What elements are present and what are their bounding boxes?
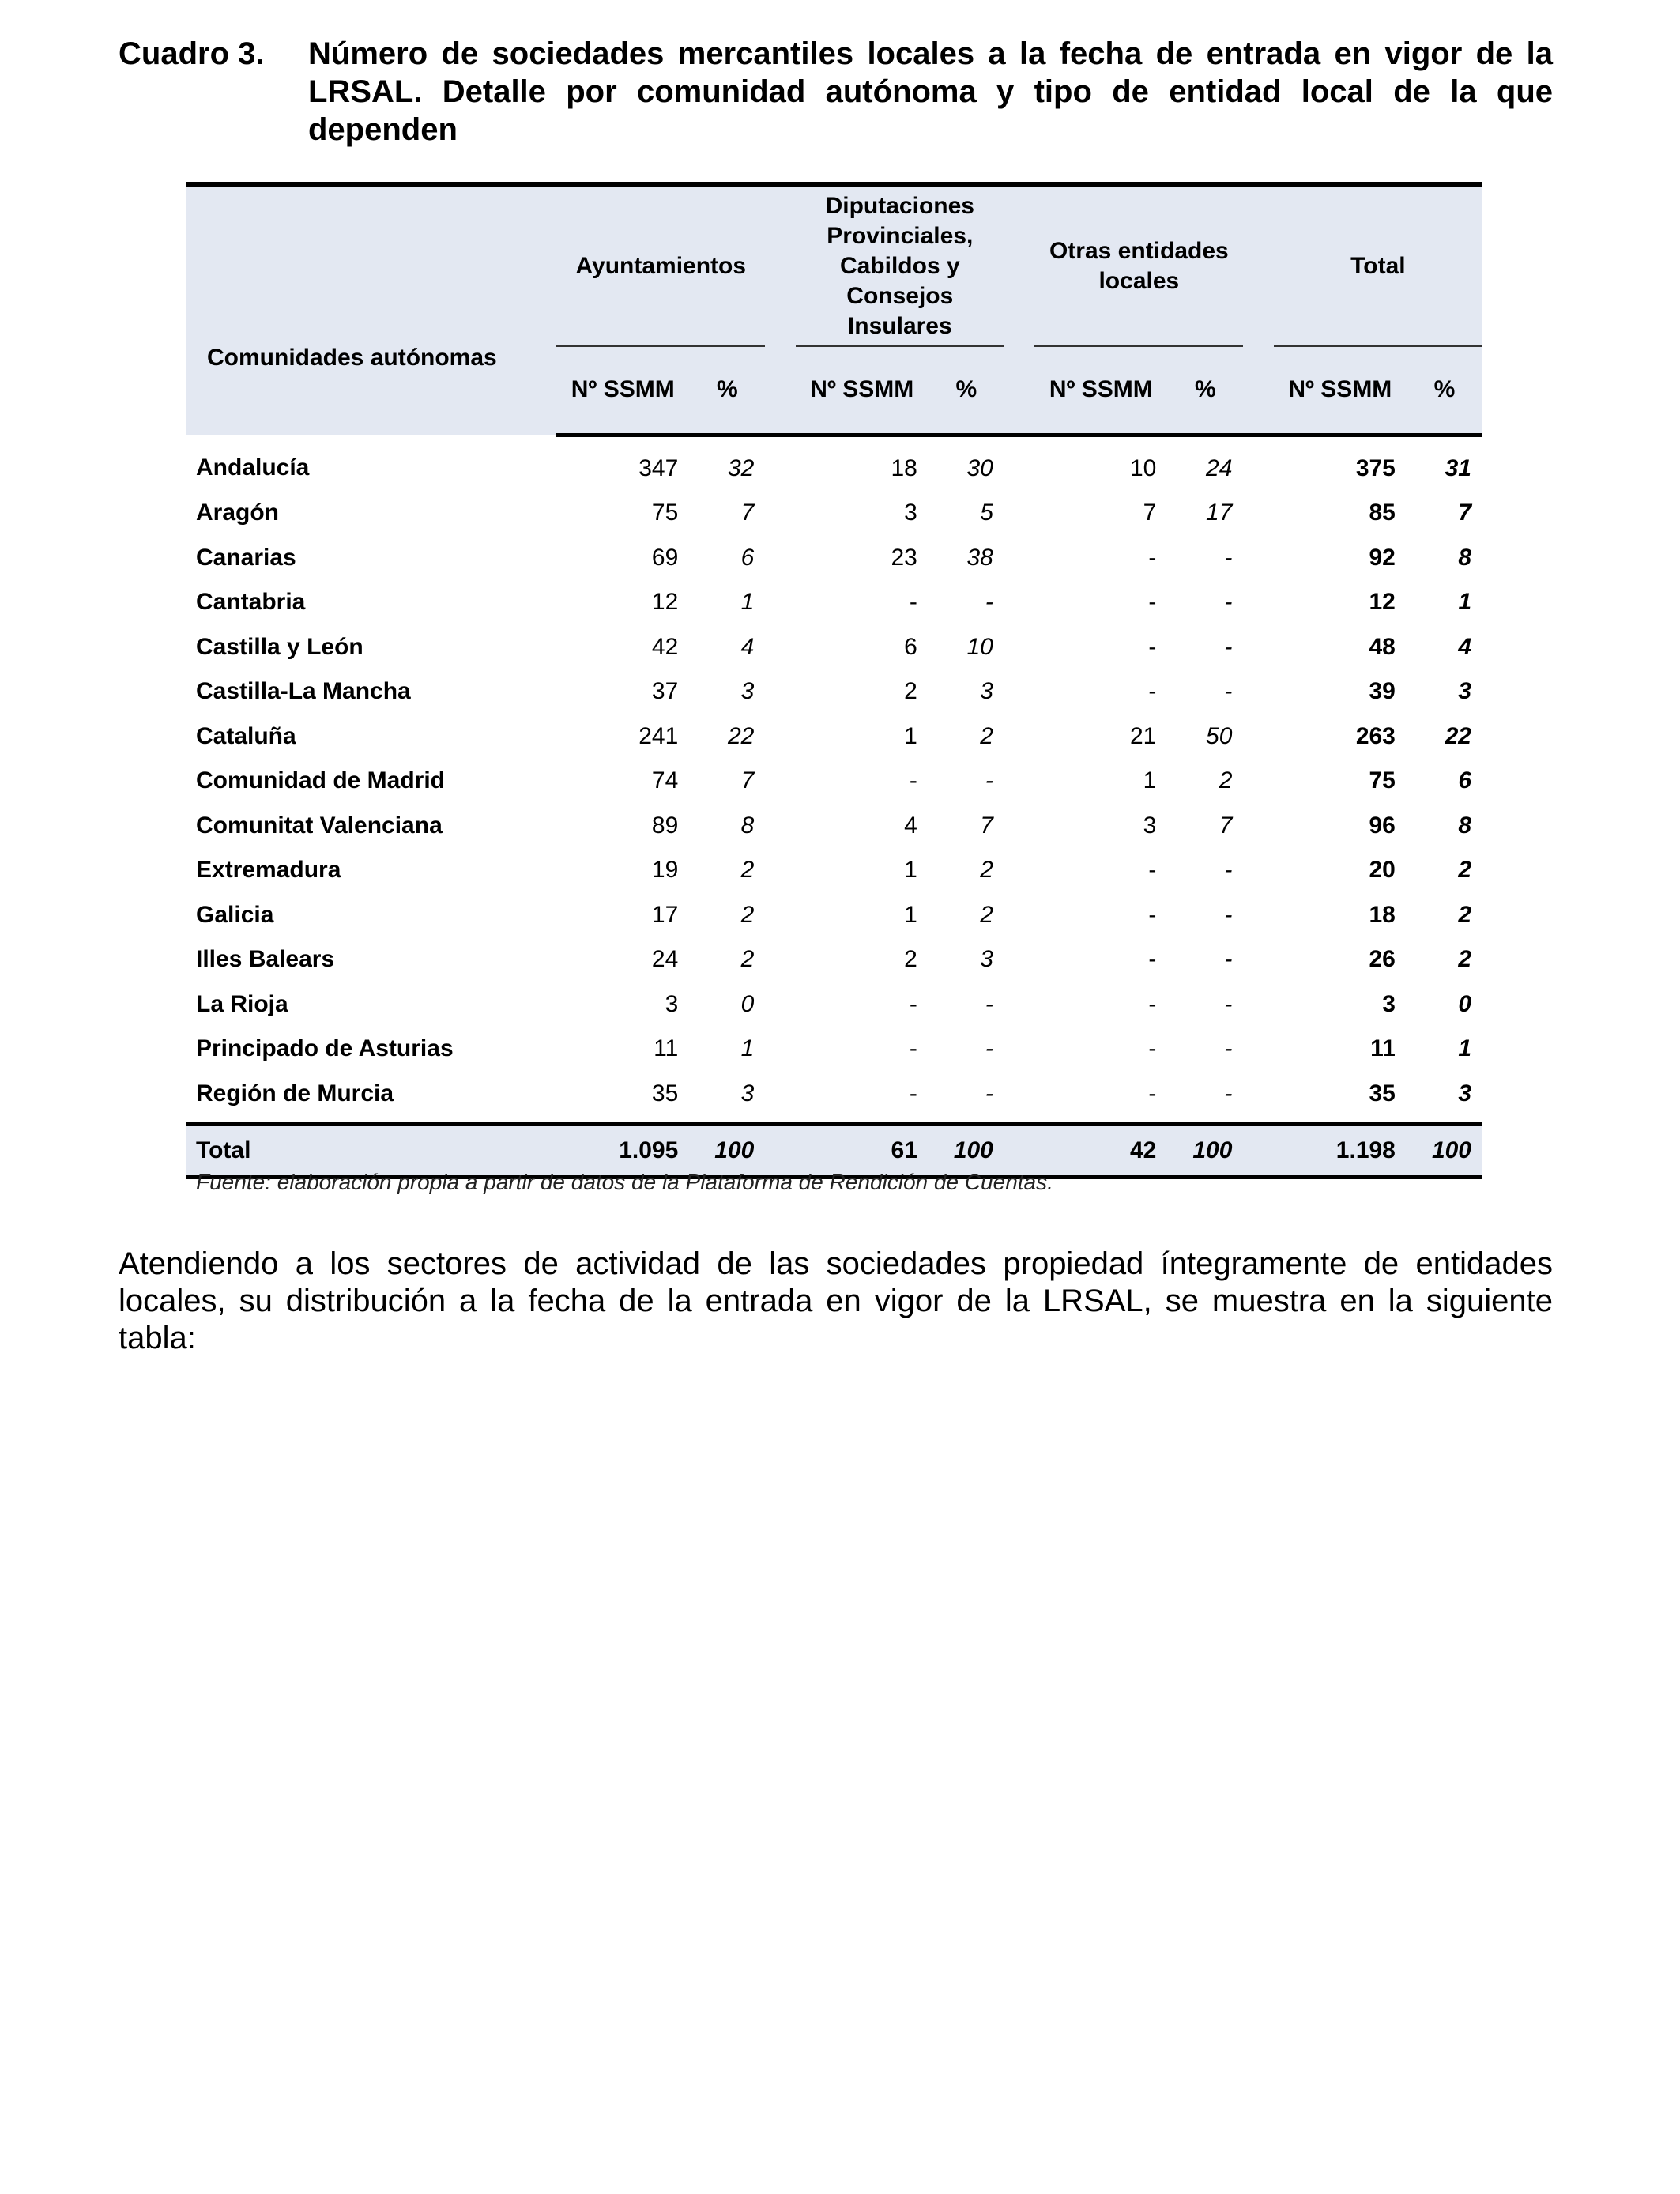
cell-percent: 5 [980, 499, 993, 526]
cell-percent: - [985, 1035, 993, 1062]
cell-percent: 3 [1458, 1080, 1471, 1106]
table-row [186, 1072, 1482, 1125]
cell-percent: 8 [740, 812, 755, 839]
table-row [186, 982, 1482, 1027]
cell-count: 347 [638, 454, 679, 481]
cell-count: 12 [1369, 589, 1396, 616]
cell-count: 1 [1143, 767, 1157, 794]
cell-percent: 7 [980, 812, 993, 839]
cell-percent: 2 [1458, 946, 1471, 973]
subheader-n: Nº SSMM [796, 346, 929, 435]
table-source-note: Fuente: elaboración propia a partir de datos de la Plataforma de Rendición de Cuentas. [196, 1170, 1053, 1194]
cell-percent: 7 [740, 767, 755, 794]
cell-count: 69 [651, 544, 679, 571]
table-row [186, 536, 1482, 581]
cell-count: 2 [904, 946, 917, 973]
cell-percent: 8 [1458, 812, 1471, 839]
cell-percent: 2 [740, 901, 755, 928]
cell-percent: - [1224, 589, 1233, 616]
cell-percent: 3 [980, 946, 993, 973]
caption-title: Número de sociedades mercantiles locales a la fecha de entrada en vigor de la LRSAL. Detalle por comunidad autónoma y tipo de entidad local de la que dependen [308, 36, 1553, 147]
cell-count: 17 [651, 901, 679, 928]
cell-percent: - [1224, 1080, 1233, 1106]
table-row [186, 625, 1482, 670]
cell-percent: 2 [1458, 901, 1471, 928]
cell-count: 1 [904, 857, 917, 884]
cell-percent: - [985, 1080, 993, 1106]
cell-percent: 2 [980, 722, 993, 749]
cell-percent: - [1224, 633, 1233, 660]
cell-count: - [1148, 990, 1157, 1017]
cell-count: 3 [904, 499, 917, 526]
cell-count: - [909, 1080, 917, 1106]
cell-percent: 3 [1458, 678, 1471, 705]
cell-count: 3 [665, 990, 679, 1017]
cell-count: 1 [904, 722, 917, 749]
cell-count: 42 [651, 633, 679, 660]
cell-percent: 0 [740, 990, 755, 1017]
table-header [186, 184, 1482, 435]
cell-percent: 22 [727, 722, 755, 749]
cell-count: 21 [1129, 722, 1157, 749]
region-name: Canarias [196, 544, 296, 571]
table-body [186, 435, 1482, 1125]
cell-count: 75 [1369, 767, 1396, 794]
cell-count: 35 [1369, 1080, 1396, 1106]
region-name: La Rioja [196, 990, 288, 1017]
cell-count: 96 [1369, 812, 1396, 839]
cell-count: 19 [651, 857, 679, 884]
cell-count: - [1148, 633, 1157, 660]
table-row [186, 848, 1482, 893]
subheader-pct: % [929, 346, 1004, 435]
cell-percent: 1 [740, 589, 755, 616]
subheader-n: Nº SSMM [1034, 346, 1167, 435]
cell-count: - [1148, 901, 1157, 928]
subheader-n: Nº SSMM [1274, 346, 1407, 435]
cell-count: 7 [1143, 499, 1157, 526]
cell-count: - [909, 589, 917, 616]
subheader-pct: % [689, 346, 765, 435]
cell-percent: 2 [980, 901, 993, 928]
total-otras-n: 42 [1034, 1125, 1167, 1178]
cell-percent: - [985, 990, 993, 1017]
cell-percent: 2 [1458, 857, 1471, 884]
cell-percent: 2 [740, 857, 755, 884]
row-header: Comunidades autónomas [186, 184, 556, 435]
cell-percent: 3 [740, 1080, 755, 1106]
region-name: Comunitat Valenciana [196, 812, 443, 839]
cell-count: - [909, 1035, 917, 1062]
cell-percent: 6 [740, 544, 755, 571]
cell-percent: 7 [1219, 812, 1233, 839]
cell-percent: 7 [1458, 499, 1471, 526]
region-name: Cataluña [196, 722, 296, 749]
cell-percent: 31 [1445, 454, 1471, 481]
cell-count: 48 [1369, 633, 1396, 660]
cell-count: 18 [891, 454, 917, 481]
region-name: Andalucía [196, 454, 310, 481]
cell-count: 11 [1370, 1035, 1396, 1062]
cell-percent: 30 [966, 454, 993, 481]
subheader-pct: % [1407, 346, 1482, 435]
region-name: Extremadura [196, 857, 341, 884]
table-row [186, 759, 1482, 804]
cell-percent: 4 [740, 633, 755, 660]
table-row [186, 714, 1482, 760]
cell-count: 92 [1369, 544, 1396, 571]
region-name: Castilla y León [196, 633, 363, 660]
cell-percent: 3 [980, 678, 993, 705]
subheader-n: Nº SSMM [556, 346, 689, 435]
cell-count: 6 [904, 633, 917, 660]
cell-count: 89 [651, 812, 679, 839]
caption-label: Cuadro 3. [119, 36, 265, 71]
cell-percent: 22 [1445, 722, 1471, 749]
region-name: Comunidad de Madrid [196, 767, 445, 794]
total-dip-pct: 100 [929, 1125, 1004, 1178]
cell-percent: - [1224, 544, 1233, 571]
cell-count: - [1148, 544, 1157, 571]
cell-count: - [1148, 946, 1157, 973]
cell-count: 23 [891, 544, 917, 571]
cell-count: 2 [904, 678, 917, 705]
cell-percent: - [1224, 678, 1233, 705]
cell-count: - [1148, 857, 1157, 884]
group-ayuntamientos: Ayuntamientos [556, 184, 765, 346]
cell-percent: 3 [740, 678, 755, 705]
table-row [186, 893, 1482, 938]
region-name: Región de Murcia [196, 1080, 394, 1106]
cell-count: 12 [651, 589, 679, 616]
cell-count: - [909, 990, 917, 1017]
total-ayto-n: 1.095 [556, 1125, 689, 1178]
cell-count: 35 [651, 1080, 679, 1106]
total-dip-n: 61 [796, 1125, 929, 1178]
cell-count: 241 [638, 722, 679, 749]
cell-percent: 32 [727, 454, 755, 481]
cell-percent: 7 [740, 499, 755, 526]
cell-count: 74 [651, 767, 679, 794]
cell-percent: 17 [1206, 499, 1233, 526]
cell-percent: 0 [1458, 990, 1471, 1017]
cell-percent: 1 [1458, 1035, 1471, 1062]
region-name: Galicia [196, 901, 274, 928]
cell-percent: - [1224, 990, 1233, 1017]
cell-count: - [1148, 1035, 1157, 1062]
cell-count: 37 [651, 678, 679, 705]
cell-count: 3 [1143, 812, 1157, 839]
cell-count: 263 [1355, 722, 1396, 749]
body-paragraph: Atendiendo a los sectores de actividad de las sociedades propiedad íntegramente de entidades locales, su distribución a la fecha de la entrada en vigor de la LRSAL, se muestra en la siguiente tabla: [119, 1246, 1553, 1355]
cell-count: 4 [904, 812, 917, 839]
companies-table [186, 182, 1482, 1179]
table-row [186, 580, 1482, 625]
region-name: Castilla-La Mancha [196, 678, 411, 705]
group-diputaciones: Diputaciones Provinciales, Cabildos y Consejos Insulares [796, 184, 1004, 346]
region-name: Principado de Asturias [196, 1035, 454, 1062]
total-total-n: 1.198 [1274, 1125, 1407, 1178]
cell-percent: - [1224, 1035, 1233, 1062]
region-name: Illes Balears [196, 946, 335, 973]
group-total: Total [1274, 184, 1482, 346]
total-otras-pct: 100 [1167, 1125, 1243, 1178]
cell-percent: 2 [980, 857, 993, 884]
cell-percent: 50 [1206, 722, 1233, 749]
region-name: Cantabria [196, 589, 306, 616]
group-otras-entidades: Otras entidades locales [1034, 184, 1243, 346]
cell-percent: - [1224, 857, 1233, 884]
cell-count: 20 [1369, 857, 1396, 884]
cell-count: 375 [1355, 454, 1396, 481]
cell-percent: 24 [1206, 454, 1233, 481]
table-row [186, 937, 1482, 982]
cell-percent: 6 [1458, 767, 1471, 794]
cell-percent: 10 [966, 633, 993, 660]
cell-percent: 1 [740, 1035, 755, 1062]
cell-percent: 4 [1458, 633, 1471, 660]
region-name: Aragón [196, 499, 279, 526]
cell-count: - [1148, 589, 1157, 616]
cell-count: 11 [654, 1035, 679, 1062]
cell-percent: - [1224, 901, 1233, 928]
subheader-pct: % [1167, 346, 1243, 435]
cell-count: 75 [651, 499, 679, 526]
cell-count: - [909, 767, 917, 794]
table-row [186, 491, 1482, 536]
total-ayto-pct: 100 [689, 1125, 765, 1178]
cell-count: 26 [1369, 946, 1396, 973]
cell-count: 85 [1369, 499, 1396, 526]
table-row [186, 1027, 1482, 1072]
cell-percent: 1 [1458, 589, 1471, 616]
table-row [186, 804, 1482, 849]
cell-count: - [1148, 678, 1157, 705]
cell-count: - [1148, 1080, 1157, 1106]
table-row [186, 669, 1482, 714]
cell-count: 39 [1369, 678, 1396, 705]
cell-percent: - [1224, 946, 1233, 973]
total-label: Total [186, 1125, 556, 1178]
cell-count: 24 [651, 946, 679, 973]
cell-percent: 2 [1219, 767, 1233, 794]
cell-count: 3 [1382, 990, 1396, 1017]
cell-percent: 38 [966, 544, 993, 571]
cell-count: 18 [1369, 901, 1396, 928]
cell-percent: 2 [740, 946, 755, 973]
cell-percent: 8 [1458, 544, 1471, 571]
cell-percent: - [985, 767, 993, 794]
cell-percent: - [985, 589, 993, 616]
cell-count: 10 [1129, 454, 1157, 481]
table-row [186, 435, 1482, 491]
total-total-pct: 100 [1407, 1125, 1482, 1178]
cell-count: 1 [904, 901, 917, 928]
